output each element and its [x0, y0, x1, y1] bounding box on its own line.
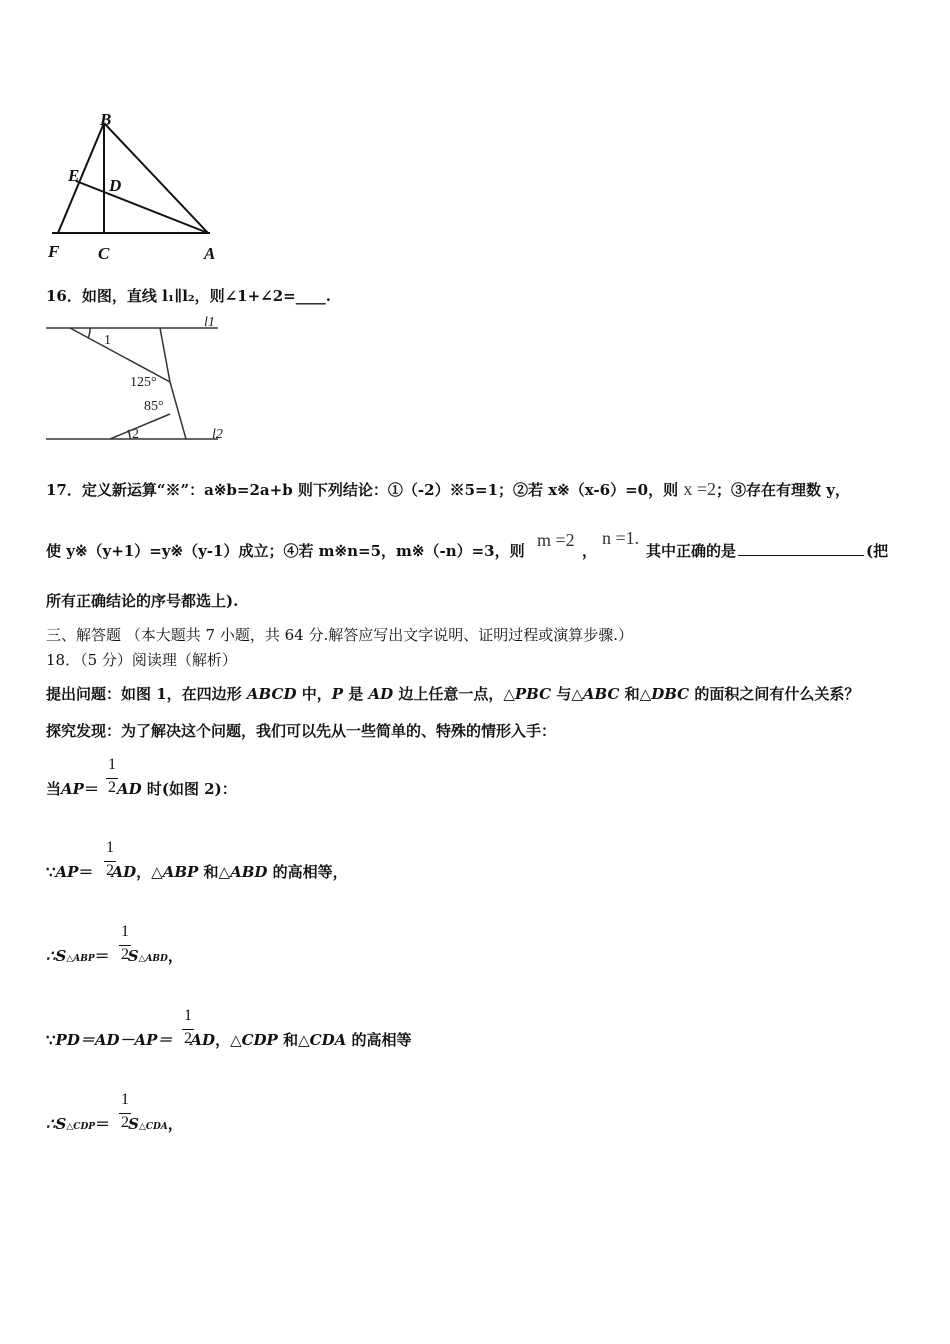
- step4-frac-num: 1: [184, 1007, 192, 1024]
- step4-equal-height: 的高相等: [351, 1031, 412, 1049]
- edge-EA: [76, 181, 208, 233]
- step2-equal-height: 的高相等，: [272, 863, 348, 881]
- step5-s: S: [128, 1115, 139, 1133]
- label-125: 125°: [130, 375, 157, 390]
- step3-therefore: ∴S: [46, 947, 67, 965]
- q18-p1-pbc: PBC: [514, 685, 552, 703]
- q17-x-eq: x =2: [683, 479, 716, 499]
- step5-frac-num: 1: [121, 1091, 129, 1108]
- q18-p1-abcd: ABCD: [246, 685, 297, 703]
- step4-expr: PD＝AD－AP＝: [55, 1031, 173, 1049]
- step2-ad: AD: [111, 863, 137, 881]
- q18-step2: [46, 862, 348, 882]
- q17-answer-blank: [738, 541, 864, 556]
- q17-m-eq: m =2: [537, 530, 575, 550]
- step2-tri1: ，△: [136, 863, 163, 881]
- q18-p1-abc: ABC: [582, 685, 620, 703]
- q17-line1: [46, 479, 850, 500]
- q18-p1-a: 提出问题：如图 1，在四边形: [46, 685, 242, 703]
- label-E: E: [68, 166, 80, 185]
- q17-line2-start: 使 y※（y+1）=y※（y-1）成立；④若 m※n=5，m※（-n）=3，则: [46, 542, 525, 560]
- q16-prompt: 16．如图，直线 l₁∥l₂，则∠1+∠2=: [46, 287, 296, 305]
- q18-step1: [46, 779, 237, 799]
- q18-step5: [46, 1114, 183, 1137]
- step4-ad: AD: [190, 1031, 216, 1049]
- edge-BF: [58, 123, 104, 233]
- step5-sub2: △CDA: [138, 1122, 168, 1132]
- q18-p1-d: 边上任意一点，△: [398, 685, 515, 703]
- step1-frac-den: 2: [108, 779, 116, 796]
- step4-frac-den: 2: [184, 1030, 192, 1047]
- step5-eq: ＝: [95, 1115, 111, 1133]
- step1-when: 当: [46, 780, 62, 798]
- label-B: B: [100, 110, 112, 129]
- step1-ad: AD: [116, 780, 142, 798]
- step3-sub2: △ABD: [138, 954, 168, 964]
- step4-and: 和△: [283, 1031, 310, 1049]
- transversal-right: [170, 382, 186, 439]
- q18-p1-e: 与△: [556, 685, 583, 703]
- label-l2: l2: [212, 427, 223, 442]
- q18-problem: [46, 684, 859, 704]
- q18-step4: [46, 1030, 411, 1050]
- step3-frac-den: 2: [121, 946, 129, 963]
- step3-frac-num: 1: [121, 923, 129, 940]
- q18-p1-b: 中，: [301, 685, 332, 703]
- section3-heading: 三、解答题 （本大题共 7 小题，共 64 分.解答应写出文字说明、证明过程或演算步骤.）: [46, 626, 634, 644]
- label-F: F: [48, 242, 60, 261]
- label-85: 85°: [144, 399, 164, 414]
- step4-because: ∵: [46, 1031, 56, 1049]
- q18-p1-g: 的面积之间有什么关系？: [694, 685, 860, 703]
- step2-eq: ＝: [78, 863, 94, 881]
- q18-explore: 探究发现：为了解决这个问题，我们可以先从一些简单的、特殊的情形入手：: [46, 722, 557, 740]
- q18-title: 18．（5 分）阅读理（解析）: [46, 651, 237, 669]
- angle1-arc: [88, 328, 90, 338]
- q17-paren: (把: [866, 542, 889, 560]
- q17-correct-prompt: 其中正确的是: [646, 542, 737, 560]
- q17-comma: ，: [582, 542, 598, 560]
- label-angle1: 1: [104, 333, 111, 348]
- q17-line3: 所有正确结论的序号都选上).: [46, 592, 239, 610]
- step3-comma: ，: [167, 947, 183, 965]
- q17-line2: [46, 541, 525, 561]
- label-A: A: [204, 244, 216, 263]
- step3-s: S: [127, 947, 139, 965]
- step1-frac-num: 1: [108, 756, 116, 773]
- triangle-figure: [40, 105, 230, 270]
- step5-frac-den: 2: [121, 1114, 129, 1131]
- transversal-top: [70, 328, 170, 382]
- q17-line1-end: ；③存在有理数 y，: [716, 481, 850, 499]
- q18-step3: [46, 946, 183, 969]
- label-l1: l1: [204, 315, 215, 330]
- q17-line2-tail: [646, 541, 888, 561]
- step4-cdp: CDP: [241, 1031, 278, 1049]
- step2-and: 和△: [203, 863, 231, 881]
- q17-n-eq: n =1.: [602, 528, 640, 548]
- step3-eq: ＝: [94, 947, 110, 965]
- step2-frac-num: 1: [106, 839, 114, 856]
- step1-fig: 时(如图 2)：: [146, 780, 237, 798]
- step1-ap: AP: [61, 780, 84, 798]
- step5-therefore: ∴S: [46, 1115, 67, 1133]
- step2-abp: ABP: [162, 863, 199, 881]
- q18-p1-dbc: DBC: [651, 685, 690, 703]
- step2-frac-den: 2: [106, 862, 114, 879]
- step5-comma: ，: [167, 1115, 183, 1133]
- q18-p1-c: 是: [348, 685, 364, 703]
- q18-p1-p: P: [331, 685, 343, 703]
- q17-line1-start: 17．定义新运算“※”：a※b=2a+b 则下列结论：①（-2）※5=1；②若 x※（x-6）=0，则: [46, 481, 679, 499]
- q18-p1-ad: AD: [368, 685, 394, 703]
- label-C: C: [98, 244, 110, 263]
- step1-eq: ＝: [83, 780, 99, 798]
- label-D: D: [109, 176, 122, 195]
- transversal-bottom: [110, 414, 170, 439]
- step5-sub1: △CDP: [66, 1122, 96, 1132]
- q16-text: [46, 286, 331, 306]
- step4-tri1: ，△: [215, 1031, 242, 1049]
- transversal-mid: [160, 328, 170, 382]
- step2-abd: ABD: [230, 863, 268, 881]
- step2-because: ∵: [46, 863, 56, 881]
- q16-blank: ____: [295, 287, 326, 305]
- q18-p1-f: 和△: [624, 685, 652, 703]
- step4-cda: CDA: [309, 1031, 347, 1049]
- parallel-lines-figure: [44, 314, 230, 448]
- q16-period: .: [325, 287, 331, 305]
- step3-sub1: △ABP: [66, 954, 95, 964]
- label-angle2: 2: [132, 427, 139, 442]
- step2-ap: AP: [55, 863, 79, 881]
